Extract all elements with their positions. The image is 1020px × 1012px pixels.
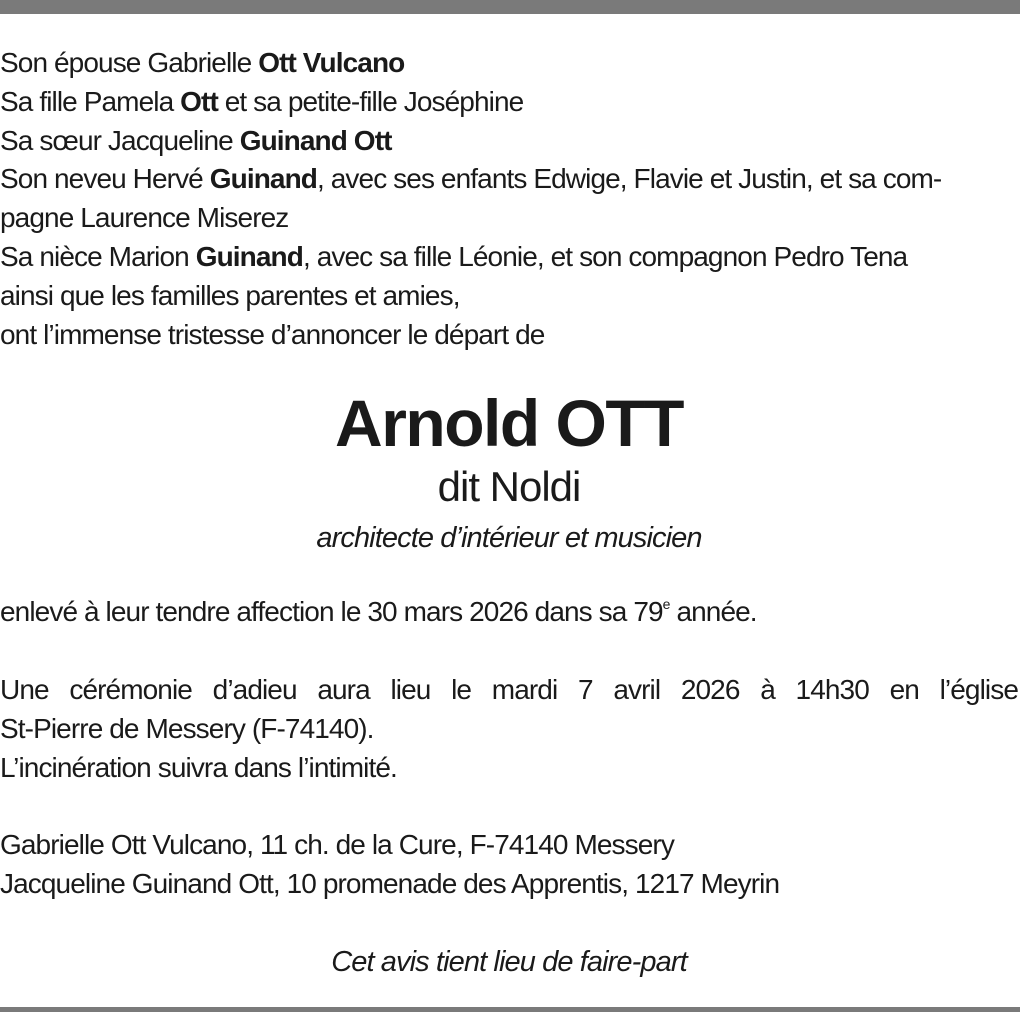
family-surname: Guinand Ott bbox=[239, 124, 392, 156]
footer-note: Cet avis tient lieu de faire-part bbox=[331, 945, 687, 978]
death-text: année. bbox=[669, 596, 757, 628]
death-text: enlevé à leur tendre affection le 30 mars 2026 dans sa 79 bbox=[0, 596, 663, 628]
ordinal-suffix: e bbox=[662, 596, 670, 613]
top-rule bbox=[0, 0, 1020, 14]
ceremony-location: St-Pierre de Messery (F-74140). bbox=[0, 712, 374, 744]
spacer bbox=[0, 563, 1018, 593]
family-line-nephew bbox=[0, 160, 1018, 199]
obituary-notice bbox=[0, 44, 1018, 981]
family-line-text: Sa sœur Jacqueline bbox=[0, 124, 240, 156]
deceased-name: Arnold OTT bbox=[335, 386, 683, 461]
death-line bbox=[0, 593, 1018, 632]
cremation-line: L’incinération suivra dans l’intimité. bbox=[0, 751, 397, 783]
family-line-niece bbox=[0, 238, 1018, 277]
family-line-spouse bbox=[0, 44, 1018, 83]
family-line-text: et sa petite-fille Joséphine bbox=[217, 85, 524, 117]
deceased-profession: architecte d’intérieur et musicien bbox=[316, 522, 702, 555]
family-line-relatives: ainsi que les familles parentes et amies, bbox=[0, 279, 460, 311]
family-line-text: Sa fille Pamela bbox=[0, 85, 181, 117]
spacer bbox=[0, 787, 1018, 826]
bottom-rule bbox=[0, 1007, 1020, 1012]
family-line-sister bbox=[0, 122, 1018, 161]
deceased-nickname: dit Noldi bbox=[437, 463, 581, 511]
family-line-text: Son épouse Gabrielle bbox=[0, 47, 259, 78]
family-line-daughter bbox=[0, 83, 1018, 122]
family-surname: Ott Vulcano bbox=[258, 47, 405, 78]
family-line-text: , avec ses enfants Edwige, Flavie et Justin, et sa com- bbox=[317, 163, 942, 195]
family-line-text: Son neveu Hervé bbox=[0, 163, 210, 195]
family-surname: Ott bbox=[180, 85, 218, 117]
family-line-text: Sa nièce Marion bbox=[0, 240, 196, 272]
family-line-nephew-cont: pagne Laurence Miserez bbox=[0, 202, 289, 234]
ceremony-line: Une cérémonie d’adieu aura lieu le mardi 7 avril 2026 à 14h30 en l’église bbox=[0, 673, 1018, 705]
family-surname: Guinand bbox=[209, 163, 317, 195]
family-surname: Guinand bbox=[195, 240, 303, 272]
address-line: Jacqueline Guinand Ott, 10 promenade des Apprentis, 1217 Meyrin bbox=[0, 867, 780, 899]
family-line-text: , avec sa fille Léonie, et son compagnon Pedro Tena bbox=[302, 240, 908, 272]
spacer bbox=[0, 632, 1018, 671]
announcement-line: ont l’immense tristesse d’annoncer le départ de bbox=[0, 318, 545, 350]
address-line: Gabrielle Ott Vulcano, 11 ch. de la Cure, F-74140 Messery bbox=[0, 829, 674, 861]
spacer bbox=[0, 904, 1018, 943]
